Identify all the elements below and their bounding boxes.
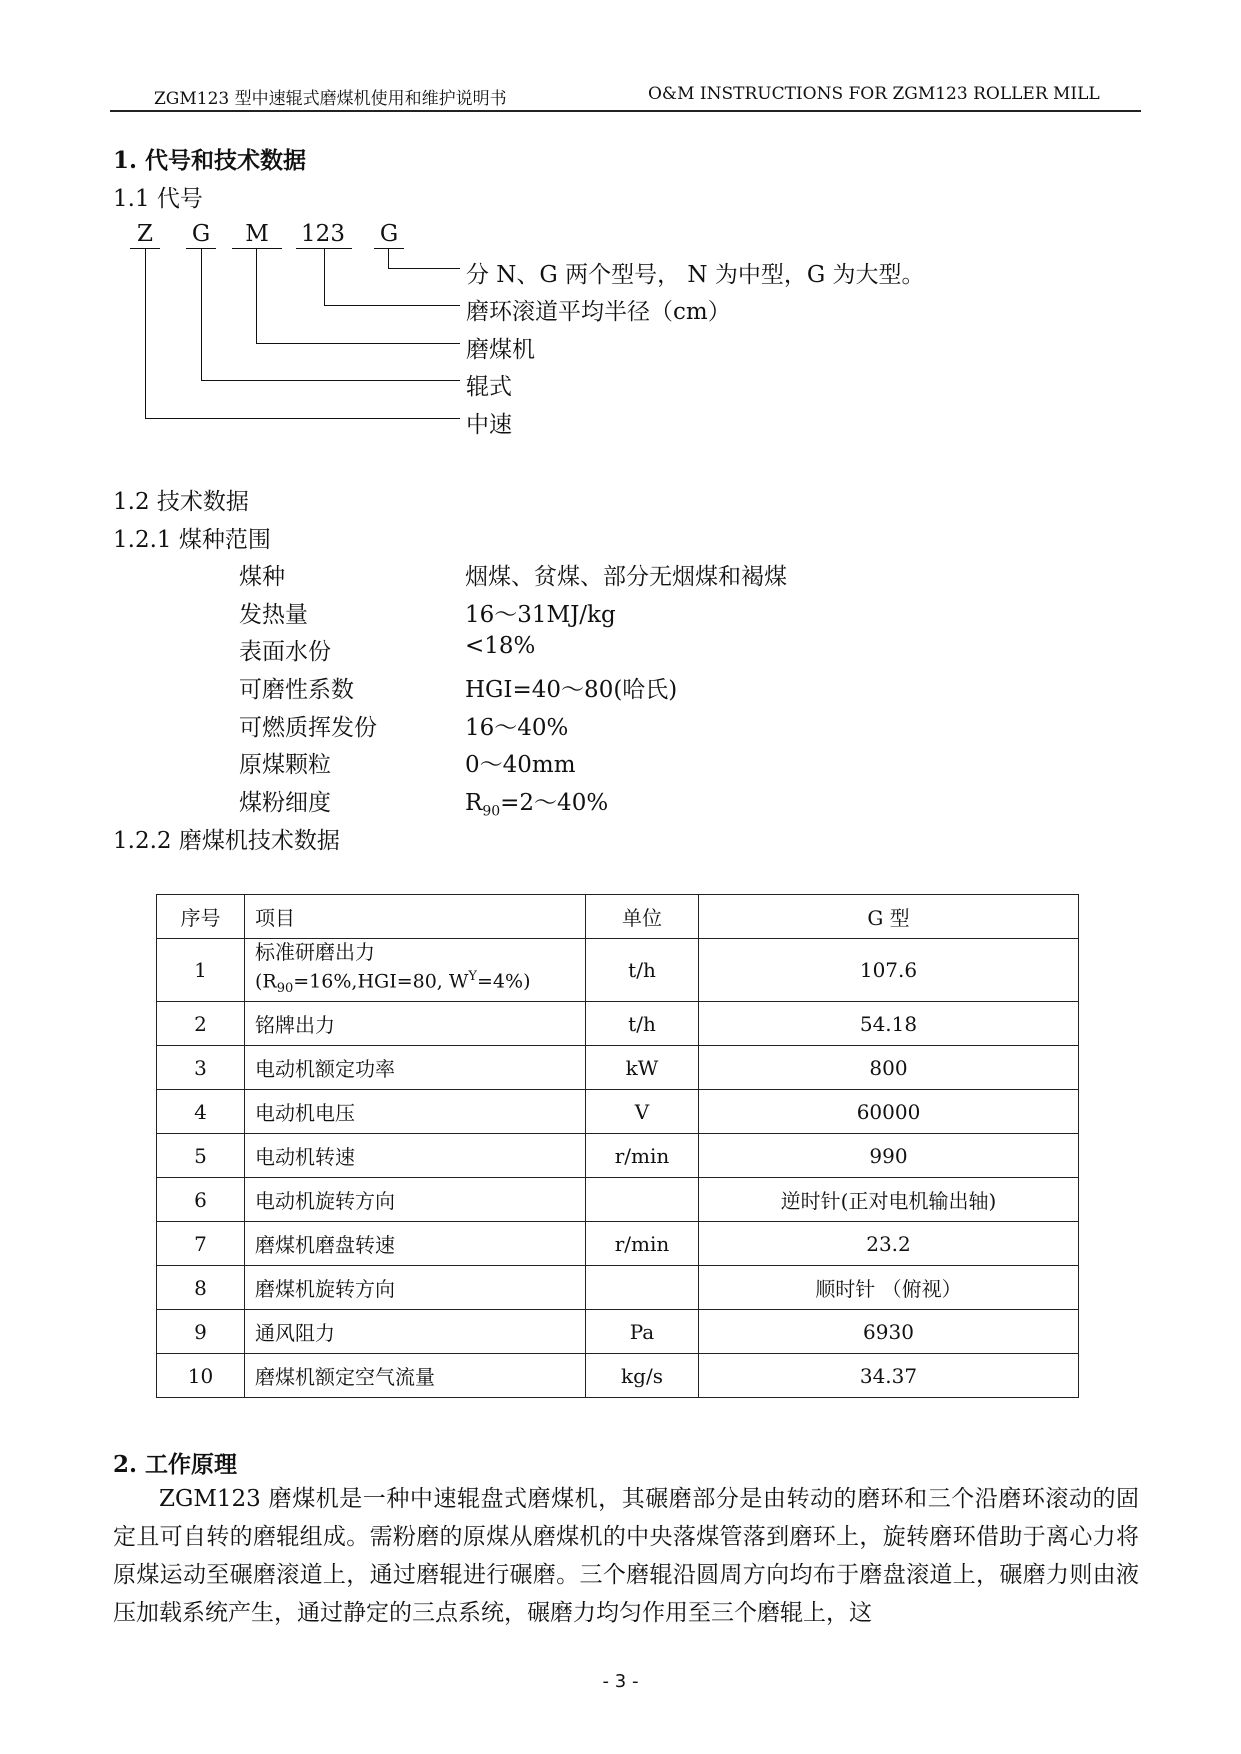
subsection-1-2: 1.2 技术数据 <box>113 489 249 515</box>
code-underline <box>374 248 404 249</box>
code-letter-g1: G <box>191 221 211 247</box>
subsection-1-2-1: 1.2.1 煤种范围 <box>113 527 271 553</box>
cell-value: 60000 <box>699 1090 1079 1134</box>
tech-data-table <box>156 894 1079 1398</box>
cell-no: 8 <box>157 1266 245 1310</box>
table-row <box>157 1310 1079 1354</box>
table-row <box>157 1090 1079 1134</box>
table-row <box>157 1222 1079 1266</box>
cell-unit: V <box>586 1090 699 1134</box>
connector-line <box>388 268 460 269</box>
cell-item: 电动机额定功率 <box>245 1046 586 1090</box>
coal-value: 16～40% <box>465 715 569 741</box>
code-letter-123: 123 <box>301 221 345 247</box>
table-row <box>157 1134 1079 1178</box>
header-unit: 单位 <box>586 895 699 939</box>
connector-line <box>388 248 389 268</box>
table-header-row <box>157 895 1079 939</box>
coal-label: 原煤颗粒 <box>239 752 331 778</box>
connector-line <box>324 305 460 306</box>
cell-no: 7 <box>157 1222 245 1266</box>
value-subscript: 90 <box>482 803 501 820</box>
code-desc-medium-speed: 中速 <box>466 412 512 438</box>
cell-value: 23.2 <box>699 1222 1079 1266</box>
coal-value: 0～40mm <box>465 752 576 778</box>
connector-line <box>324 248 325 305</box>
coal-value <box>465 784 608 820</box>
cell-value: 990 <box>699 1134 1079 1178</box>
cell-value: 34.37 <box>699 1354 1079 1398</box>
section-2-paragraph <box>113 1480 1139 1632</box>
cell-value: 800 <box>699 1046 1079 1090</box>
cell-unit: t/h <box>586 939 699 1002</box>
header-value: G 型 <box>699 895 1079 939</box>
header-left: ZGM123 型中速辊式磨煤机使用和维护说明书 <box>154 89 507 109</box>
table-row <box>157 1266 1079 1310</box>
header-no: 序号 <box>157 895 245 939</box>
connector-line <box>256 343 460 344</box>
cell-item: 电动机旋转方向 <box>245 1178 586 1222</box>
cell-item: 通风阻力 <box>245 1310 586 1354</box>
cell-unit: kW <box>586 1046 699 1090</box>
coal-value: HGI=40～80(哈氏) <box>465 677 678 703</box>
cell-unit: Pa <box>586 1310 699 1354</box>
cell-value: 54.18 <box>699 1002 1079 1046</box>
coal-label: 煤粉细度 <box>239 790 331 816</box>
cell-no: 6 <box>157 1178 245 1222</box>
cell-unit <box>586 1178 699 1222</box>
code-desc-mill: 磨煤机 <box>466 337 535 363</box>
value-text: R <box>465 790 483 816</box>
item-text: 标准研磨出力 <box>255 940 375 964</box>
table-row <box>157 1354 1079 1398</box>
coal-label: 可磨性系数 <box>239 677 354 703</box>
code-letter-g2: G <box>379 221 399 247</box>
cell-no: 1 <box>157 939 245 1002</box>
cell-value: 6930 <box>699 1310 1079 1354</box>
coal-label: 发热量 <box>239 602 308 628</box>
cell-unit <box>586 1266 699 1310</box>
cell-value: 顺时针 （俯视） <box>699 1266 1079 1310</box>
subsection-1-2-2: 1.2.2 磨煤机技术数据 <box>113 828 340 854</box>
cell-item: 磨煤机旋转方向 <box>245 1266 586 1310</box>
cell-unit: t/h <box>586 1002 699 1046</box>
coal-label: 煤种 <box>239 564 285 590</box>
cell-item <box>245 939 586 1002</box>
table-row <box>157 939 1079 1002</box>
cell-value: 107.6 <box>699 939 1079 1002</box>
cell-unit: r/min <box>586 1222 699 1266</box>
cell-no: 2 <box>157 1002 245 1046</box>
cell-no: 3 <box>157 1046 245 1090</box>
section-2-title: 2. 工作原理 <box>113 1451 238 1478</box>
note-text: =16%,HGI=80, W <box>293 970 469 993</box>
page-number: - 3 - <box>602 1671 639 1692</box>
connector-line <box>201 248 202 380</box>
section-1-title: 1. 代号和技术数据 <box>113 147 307 174</box>
table-row <box>157 1046 1079 1090</box>
value-text: =2～40% <box>500 790 609 816</box>
item-note <box>255 965 575 1001</box>
code-letter-z: Z <box>137 221 153 247</box>
cell-item: 电动机转速 <box>245 1134 586 1178</box>
note-text: (R <box>255 970 277 993</box>
connector-line <box>145 418 460 419</box>
cell-item: 电动机电压 <box>245 1090 586 1134</box>
header-right: O&M INSTRUCTIONS FOR ZGM123 ROLLER MILL <box>648 84 1100 104</box>
cell-value: 逆时针(正对电机输出轴) <box>699 1178 1079 1222</box>
connector-line <box>145 248 146 418</box>
connector-line <box>201 380 460 381</box>
coal-value: 16～31MJ/kg <box>465 602 616 628</box>
note-text: =4%) <box>477 970 531 993</box>
header-item: 项目 <box>245 895 586 939</box>
note-subscript: 90 <box>276 981 294 997</box>
subsection-1-1: 1.1 代号 <box>113 186 203 212</box>
coal-value: <18% <box>465 633 536 659</box>
header-rule <box>110 110 1141 112</box>
cell-no: 4 <box>157 1090 245 1134</box>
code-letter-m: M <box>245 221 269 247</box>
code-desc-radius: 磨环滚道平均半径（cm） <box>466 299 731 325</box>
table-row <box>157 1002 1079 1046</box>
cell-item: 磨煤机额定空气流量 <box>245 1354 586 1398</box>
cell-item: 磨煤机磨盘转速 <box>245 1222 586 1266</box>
coal-value: 烟煤、贫煤、部分无烟煤和褐煤 <box>465 564 787 590</box>
cell-unit: kg/s <box>586 1354 699 1398</box>
coal-label: 表面水份 <box>239 639 331 665</box>
cell-no: 10 <box>157 1354 245 1398</box>
code-desc-roller: 辊式 <box>466 374 512 400</box>
cell-no: 9 <box>157 1310 245 1354</box>
paragraph-text: ZGM123 磨煤机是一种中速辊盘式磨煤机，其碾磨部分是由转动的磨环和三个沿磨环滚动的固定且可自转的磨辊组成。需粉磨的原煤从磨煤机的中央落煤管落到磨环上，旋转磨环借助于离心力将原煤运动至碾磨滚道上，通过磨辊进行碾磨。三个磨辊沿圆周方向均布于磨盘滚道上，碾磨力则由液压加载系统产生，通过静定的三点系统，碾磨力均匀作用至三个磨辊上，这 <box>113 1486 1139 1626</box>
cell-unit: r/min <box>586 1134 699 1178</box>
table-row <box>157 1178 1079 1222</box>
code-desc-model: 分 N、G 两个型号， N 为中型，G 为大型。 <box>466 262 925 288</box>
code-underline <box>232 248 282 249</box>
connector-line <box>256 248 257 343</box>
coal-label: 可燃质挥发份 <box>239 715 377 741</box>
cell-item: 铭牌出力 <box>245 1002 586 1046</box>
cell-no: 5 <box>157 1134 245 1178</box>
note-superscript: Y <box>468 969 478 984</box>
